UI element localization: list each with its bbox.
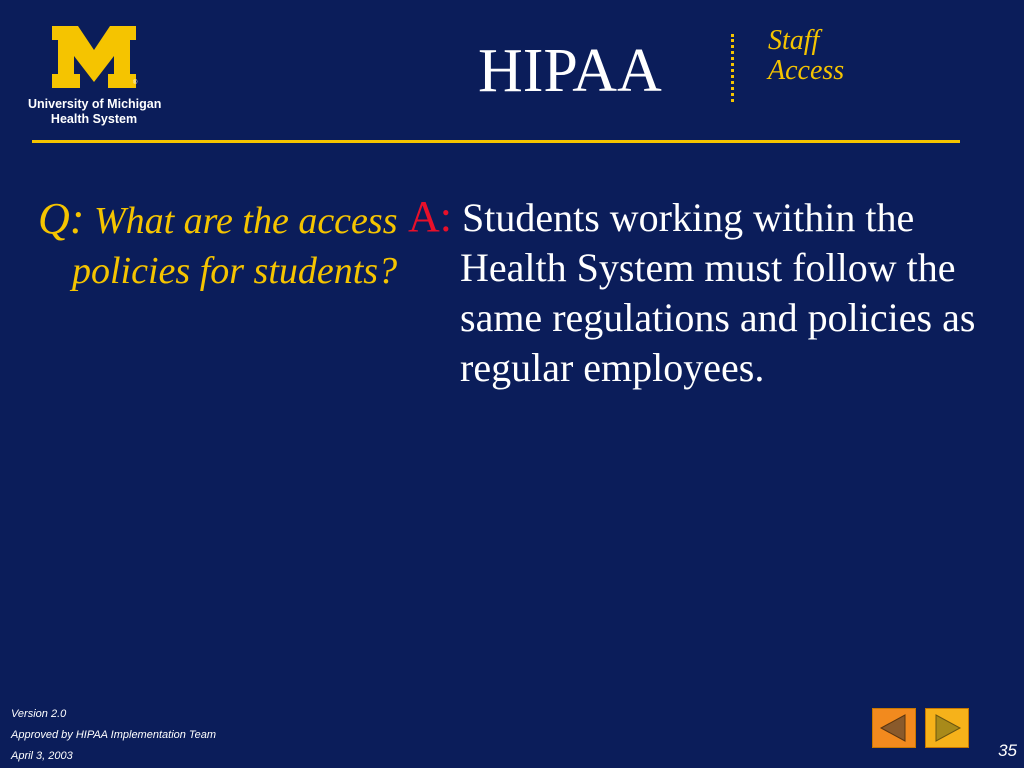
footer-version: Version 2.0 [11,708,67,720]
block-m-logo-icon [50,26,138,92]
logo-text-line2: Health System [50,112,138,126]
svg-text:®: ® [133,80,138,86]
logo-text-line1: University of Michigan [28,97,162,111]
question-prefix: Q: [38,194,85,243]
section-label-line1: Staff [768,25,820,56]
next-slide-button[interactable] [925,708,969,748]
answer-prefix: A: [408,192,452,241]
page-number: 35 [998,741,1017,760]
section-label-line2: Access [768,55,845,86]
previous-slide-button[interactable] [872,708,916,748]
triangle-right-icon [926,709,968,747]
triangle-left-icon [873,709,915,747]
dotted-separator [731,34,734,102]
university-logo [28,26,160,130]
question-text: What are the access policies for students? [72,200,398,292]
footer-date: April 3, 2003 [11,750,73,762]
answer-block [408,192,1020,393]
header-divider [32,140,960,143]
question-block [38,194,412,296]
answer-text: Students working within the Health System must follow the same regulations and policies as regular employees. [460,195,976,390]
slide-title: HIPAA [478,37,662,105]
footer-approval: Approved by HIPAA Implementation Team [11,729,217,741]
